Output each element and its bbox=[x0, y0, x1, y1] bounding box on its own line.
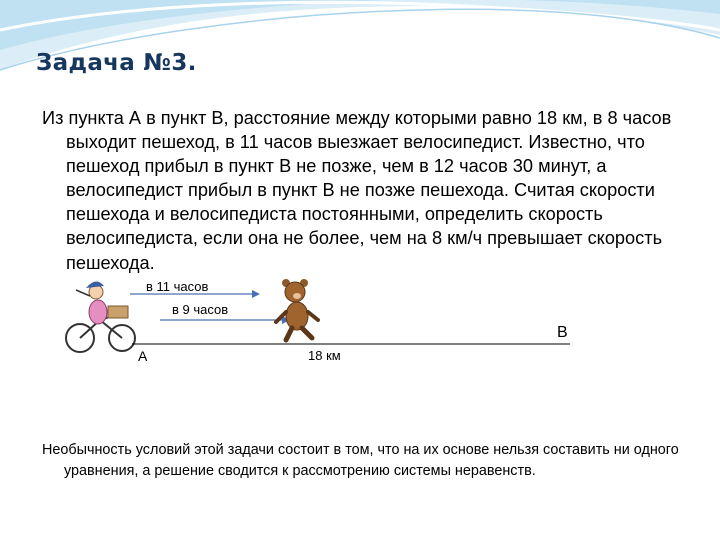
point-b-label: В bbox=[557, 324, 568, 341]
distance-label: 18 км bbox=[308, 348, 341, 363]
note-text: Необычность условий этой задачи состоит в том, что на их основе нельзя составить ни одного уравнения, а решение сводится к рассмотрению системы неравенств. bbox=[42, 442, 679, 479]
problem-statement: Из пункта А в пункт В, расстояние между которыми равно 18 км, в 8 часов выходит пешеход, в 11 часов выезжает велосипедист. Известно, что пешеход прибыл в пункт В не позже, чем в 12 часов 30 минут, а велосипедист прибыл в пункт В не позже пешехода. Считая скорости пешехода и велосипедиста постоянными, определить скорость велосипедиста, если она не более, чем на 8 км/ч превышает скорость пешехода. bbox=[42, 108, 672, 273]
slide-title: Задача №3. bbox=[36, 50, 197, 76]
walker-start-label: в 9 часов bbox=[172, 302, 229, 317]
cyclist-start-label: в 11 часов bbox=[146, 279, 209, 294]
bear-walker-illustration bbox=[276, 279, 318, 340]
point-a-label: А bbox=[138, 348, 148, 364]
cyclist-illustration bbox=[66, 281, 135, 352]
motion-diagram bbox=[0, 276, 720, 376]
